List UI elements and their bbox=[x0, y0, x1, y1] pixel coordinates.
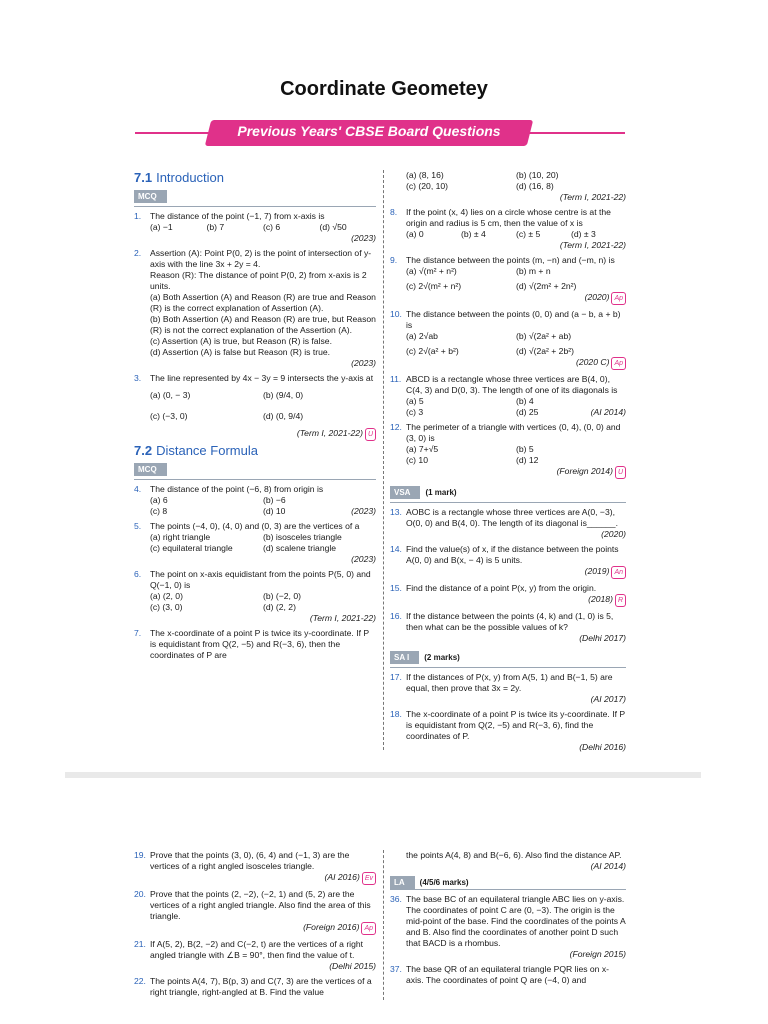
question-number: 13. bbox=[390, 507, 402, 517]
question-number: 1. bbox=[134, 211, 142, 221]
question-number: 10. bbox=[390, 309, 402, 319]
option: (d) √(2m² + 2n²) bbox=[516, 281, 577, 291]
question-source: (AI 2017) bbox=[590, 694, 626, 704]
question-source: (2019) bbox=[584, 566, 610, 576]
question-number: 6. bbox=[134, 569, 142, 579]
option: (d) 12 bbox=[516, 455, 539, 465]
vsa-tag-row bbox=[390, 483, 626, 503]
question-9 bbox=[390, 255, 626, 305]
question-number: 15. bbox=[390, 583, 402, 593]
question-text: If A(5, 2), B(2, −2) and C(−2, t) are the vertices of a right angled triangle with ∠B = 90°, then find the value of t. bbox=[150, 939, 364, 960]
option: (c) (20, 10) bbox=[406, 181, 449, 191]
question-source: (Term I, 2021-22) bbox=[559, 240, 626, 250]
option: (c) 10 bbox=[406, 455, 428, 465]
option: (b) (9/4, 0) bbox=[263, 390, 304, 400]
question-36 bbox=[390, 894, 626, 960]
question-text: The distance of the point (−1, 7) from x-axis is bbox=[150, 211, 325, 221]
column-divider bbox=[383, 850, 384, 1000]
question-source: (2020 C) bbox=[576, 357, 610, 367]
option: (a) 7+√5 bbox=[406, 444, 439, 454]
question-19 bbox=[134, 850, 376, 885]
option: (a) Both Assertion (A) and Reason (R) are true and Reason (R) is the correct explanation of Assertion (A). bbox=[150, 292, 376, 313]
difficulty-badge: An bbox=[611, 566, 626, 579]
question-4 bbox=[134, 484, 376, 517]
question-8 bbox=[390, 207, 626, 251]
question-source: (Delhi 2017) bbox=[579, 633, 626, 643]
question-text: The base QR of an equilateral triangle PQR lies on x-axis. The coordinates of point Q are (−4, 0) and bbox=[406, 964, 610, 985]
question-number: 37. bbox=[390, 964, 402, 974]
page-separator bbox=[65, 772, 701, 778]
question-13 bbox=[390, 507, 626, 540]
question-source: (2020) bbox=[584, 292, 610, 302]
question-7-options bbox=[390, 170, 626, 203]
question-2 bbox=[134, 248, 376, 369]
question-text: If the point (x, 4) lies on a circle whose centre is at the origin and radius is 5 cm, then the value of x is bbox=[406, 207, 611, 228]
option: (b) 4 bbox=[516, 396, 534, 406]
question-number: 5. bbox=[134, 521, 142, 531]
question-11 bbox=[390, 374, 626, 418]
question-source: (AI 2014) bbox=[590, 861, 626, 871]
question-number: 11. bbox=[390, 374, 402, 384]
option: (b) m + n bbox=[516, 266, 551, 276]
question-text: The base BC of an equilateral triangle ABC lies on y-axis. The coordinates of point C are (0, −3). The origin is the mid-point of the base. Find the coordinates of the points A and B. Also find the coordinates of another point D such that BACD is a rhombus. bbox=[406, 894, 626, 948]
la-tag: LA bbox=[390, 876, 415, 889]
question-number: 14. bbox=[390, 544, 402, 554]
question-number: 21. bbox=[134, 939, 146, 949]
option: (d) √50 bbox=[319, 222, 347, 232]
option: (a) right triangle bbox=[150, 532, 211, 542]
option: (c) Assertion (A) is true, but Reason (R) is false. bbox=[150, 336, 332, 346]
question-number: 3. bbox=[134, 373, 142, 383]
option: (a) 6 bbox=[150, 495, 168, 505]
option: (b) isosceles triangle bbox=[263, 532, 342, 542]
option: (d) √(2a² + 2b²) bbox=[516, 346, 574, 356]
section-heading-introduction: 7.1 Introduction bbox=[134, 170, 225, 185]
left-column bbox=[134, 170, 376, 665]
question-37 bbox=[390, 964, 626, 986]
difficulty-badge: U bbox=[615, 466, 626, 479]
mcq-tag-row bbox=[134, 187, 376, 207]
marks-note: (1 mark) bbox=[425, 488, 457, 497]
option: (b) ± 4 bbox=[461, 229, 486, 239]
option: (b) −6 bbox=[263, 495, 286, 505]
column-divider bbox=[383, 170, 384, 750]
right-column bbox=[390, 170, 626, 757]
question-20 bbox=[134, 889, 376, 935]
question-number: 12. bbox=[390, 422, 402, 432]
document-title: Coordinate Geometey bbox=[280, 78, 488, 100]
question-text: The distance of the point (−6, 8) from origin is bbox=[150, 484, 324, 494]
option: (c) 2√(m² + n²) bbox=[406, 281, 462, 291]
option: (d) ± 3 bbox=[571, 229, 596, 239]
sa1-tag-row bbox=[390, 648, 626, 668]
question-6 bbox=[134, 569, 376, 624]
question-source: (AI 2014) bbox=[590, 407, 626, 417]
question-text: If the distances of P(x, y) from A(5, 1) and B(−1, 5) are equal, then prove that 3x = 2y. bbox=[406, 672, 613, 693]
option: (b) (−2, 0) bbox=[263, 591, 301, 601]
question-3 bbox=[134, 373, 376, 441]
banner-title: Previous Years' CBSE Board Questions bbox=[237, 123, 501, 139]
option: (d) Assertion (A) is false but Reason (R) is true. bbox=[150, 347, 331, 357]
option: (d) (2, 2) bbox=[263, 602, 296, 612]
vsa-tag: VSA bbox=[390, 486, 420, 499]
question-text: The distance between the points (m, −n) and (−m, n) is bbox=[406, 255, 615, 265]
question-1 bbox=[134, 211, 376, 244]
question-source: (2023) bbox=[351, 554, 376, 564]
question-source: (Term I, 2021-22) bbox=[559, 192, 626, 202]
question-source: (2023) bbox=[351, 506, 376, 516]
question-text: Prove that the points (3, 0), (6, 4) and (−1, 3) are the vertices of a right angled isosceles triangle. bbox=[150, 850, 350, 871]
question-number: 2. bbox=[134, 248, 142, 258]
option: (a) 5 bbox=[406, 396, 424, 406]
question-number: 17. bbox=[390, 672, 402, 682]
question-22 bbox=[134, 976, 376, 998]
mcq-tag-row bbox=[134, 460, 376, 480]
option: (c) (−3, 0) bbox=[150, 411, 188, 421]
question-source: (Term I, 2021-22) bbox=[296, 428, 363, 438]
reason-text: Reason (R): The distance of point P(0, 2) from x-axis is 2 units. bbox=[150, 270, 367, 291]
option: (a) −1 bbox=[150, 222, 173, 232]
question-text: The points A(4, 7), B(p, 3) and C(7, 3) are the vertices of a right triangle, right-angled at B. Find the value bbox=[150, 976, 372, 997]
question-source: (Foreign 2015) bbox=[569, 949, 626, 959]
question-text: If the distance between the points (4, k) and (1, 0) is 5, then what can be the possible values of k? bbox=[406, 611, 614, 632]
mcq-tag: MCQ bbox=[134, 463, 167, 476]
mcq-tag: MCQ bbox=[134, 190, 167, 203]
question-text: Prove that the points (2, −2), (−2, 1) and (5, 2) are the vertices of a right angled triangle. Also find the area of this triangle. bbox=[150, 889, 371, 921]
question-source: (2023) bbox=[351, 358, 376, 368]
question-text: The line represented by 4x − 3y = 9 intersects the y-axis at bbox=[150, 373, 374, 383]
option: (b) Both Assertion (A) and Reason (R) are true, but Reason (R) is not the correct explanation of the Assertion (A). bbox=[150, 314, 376, 335]
option: (d) 10 bbox=[263, 506, 286, 516]
option: (a) √(m² + n²) bbox=[406, 266, 457, 276]
option: (a) 2√ab bbox=[406, 331, 438, 341]
option: (d) scalene triangle bbox=[263, 543, 337, 553]
page2-left-column bbox=[134, 850, 376, 1002]
section-heading-distance-formula: 7.2 Distance Formula bbox=[134, 443, 258, 458]
option: (b) 7 bbox=[206, 222, 225, 232]
question-number: 36. bbox=[390, 894, 402, 904]
question-15 bbox=[390, 583, 626, 607]
marks-note: (4/5/6 marks) bbox=[419, 878, 469, 887]
la-tag-row bbox=[390, 876, 626, 890]
question-source: (Foreign 2016) bbox=[303, 922, 360, 932]
question-number: 18. bbox=[390, 709, 402, 719]
difficulty-badge: R bbox=[615, 594, 626, 607]
question-7 bbox=[134, 628, 376, 661]
option: (d) (0, 9/4) bbox=[263, 411, 304, 421]
option: (a) (2, 0) bbox=[150, 591, 183, 601]
difficulty-badge: Ap bbox=[611, 357, 626, 370]
option: (b) √(2a² + ab) bbox=[516, 331, 572, 341]
option: (d) 25 bbox=[516, 407, 539, 417]
question-21 bbox=[134, 939, 376, 972]
marks-note: (2 marks) bbox=[424, 653, 460, 662]
question-text: The x-coordinate of a point P is twice its y-coordinate. If P is equidistant from Q(2, −5) and R(−3, 6), find the coordinates of P. bbox=[406, 709, 625, 741]
question-text: AOBC is a rectangle whose three vertices are A(0, −3), O(0, 0) and B(4, 0). The length of its diagonal is______. bbox=[406, 507, 618, 528]
difficulty-badge: Ap bbox=[361, 922, 376, 935]
question-source: (2018) bbox=[588, 594, 613, 604]
question-text: The x-coordinate of a point P is twice its y-coordinate. If P is equidistant from Q(2, −5) and R(−3, 6), then the coordinates of P are bbox=[150, 628, 369, 660]
question-source: (Delhi 2015) bbox=[329, 961, 376, 971]
question-source: (Term I, 2021-22) bbox=[309, 613, 376, 623]
option: (b) (10, 20) bbox=[516, 170, 559, 180]
question-text: ABCD is a rectangle whose three vertices are B(4, 0), C(4, 3) and D(0, 3). The length of one of its diagonals is bbox=[406, 374, 618, 395]
question-text: The perimeter of a triangle with vertices (0, 4), (0, 0) and (3, 0) is bbox=[406, 422, 621, 443]
question-16 bbox=[390, 611, 626, 644]
question-number: 22. bbox=[134, 976, 146, 986]
difficulty-badge: Ev bbox=[362, 872, 376, 885]
option: (a) (8, 16) bbox=[406, 170, 444, 180]
question-number: 20. bbox=[134, 889, 146, 899]
question-text: The distance between the points (0, 0) and (a − b, a + b) is bbox=[406, 309, 621, 330]
option: (c) 3 bbox=[406, 407, 424, 417]
sa1-tag: SA I bbox=[390, 651, 419, 664]
question-source: (AI 2016) bbox=[324, 872, 360, 882]
option: (c) 6 bbox=[263, 222, 281, 232]
question-12 bbox=[390, 422, 626, 479]
question-number: 7. bbox=[134, 628, 142, 638]
question-text: the points A(4, 8) and B(−6, 6). Also find the distance AP. bbox=[406, 850, 622, 860]
question-source: (Delhi 2016) bbox=[579, 742, 626, 752]
question-text: Find the distance of a point P(x, y) from the origin. bbox=[406, 583, 597, 593]
question-text: Find the value(s) of x, if the distance between the points A(0, 0) and B(x, − 4) is 5 units. bbox=[406, 544, 619, 565]
question-number: 8. bbox=[390, 207, 398, 217]
page2-right-column bbox=[390, 850, 626, 990]
question-source: (Foreign 2014) bbox=[556, 466, 613, 476]
question-text: The point on x-axis equidistant from the points P(5, 0) and Q(−1, 0) is bbox=[150, 569, 371, 590]
option: (c) ± 5 bbox=[516, 229, 541, 239]
difficulty-badge: Ap bbox=[611, 292, 626, 305]
question-number: 16. bbox=[390, 611, 402, 621]
continued-question bbox=[390, 850, 626, 872]
option: (b) 5 bbox=[516, 444, 534, 454]
option: (a) 0 bbox=[406, 229, 424, 239]
option: (c) (3, 0) bbox=[150, 602, 183, 612]
question-text: Assertion (A): Point P(0, 2) is the point of intersection of y-axis with the line 3x + 2y = 4. bbox=[150, 248, 372, 269]
question-text: The points (−4, 0), (4, 0) and (0, 3) are the vertices of a bbox=[150, 521, 360, 531]
difficulty-badge: U bbox=[365, 428, 376, 441]
option: (c) equilateral triangle bbox=[150, 543, 233, 553]
question-18 bbox=[390, 709, 626, 753]
question-17 bbox=[390, 672, 626, 705]
option: (c) 2√(a² + b²) bbox=[406, 346, 459, 356]
question-source: (2023) bbox=[351, 233, 376, 243]
question-5 bbox=[134, 521, 376, 565]
option: (c) 8 bbox=[150, 506, 168, 516]
question-source: (2020) bbox=[601, 529, 626, 539]
question-number: 9. bbox=[390, 255, 398, 265]
question-number: 19. bbox=[134, 850, 146, 860]
option: (d) (16, 8) bbox=[516, 181, 554, 191]
question-14 bbox=[390, 544, 626, 579]
question-number: 4. bbox=[134, 484, 142, 494]
option: (a) (0, − 3) bbox=[150, 390, 191, 400]
question-10 bbox=[390, 309, 626, 370]
